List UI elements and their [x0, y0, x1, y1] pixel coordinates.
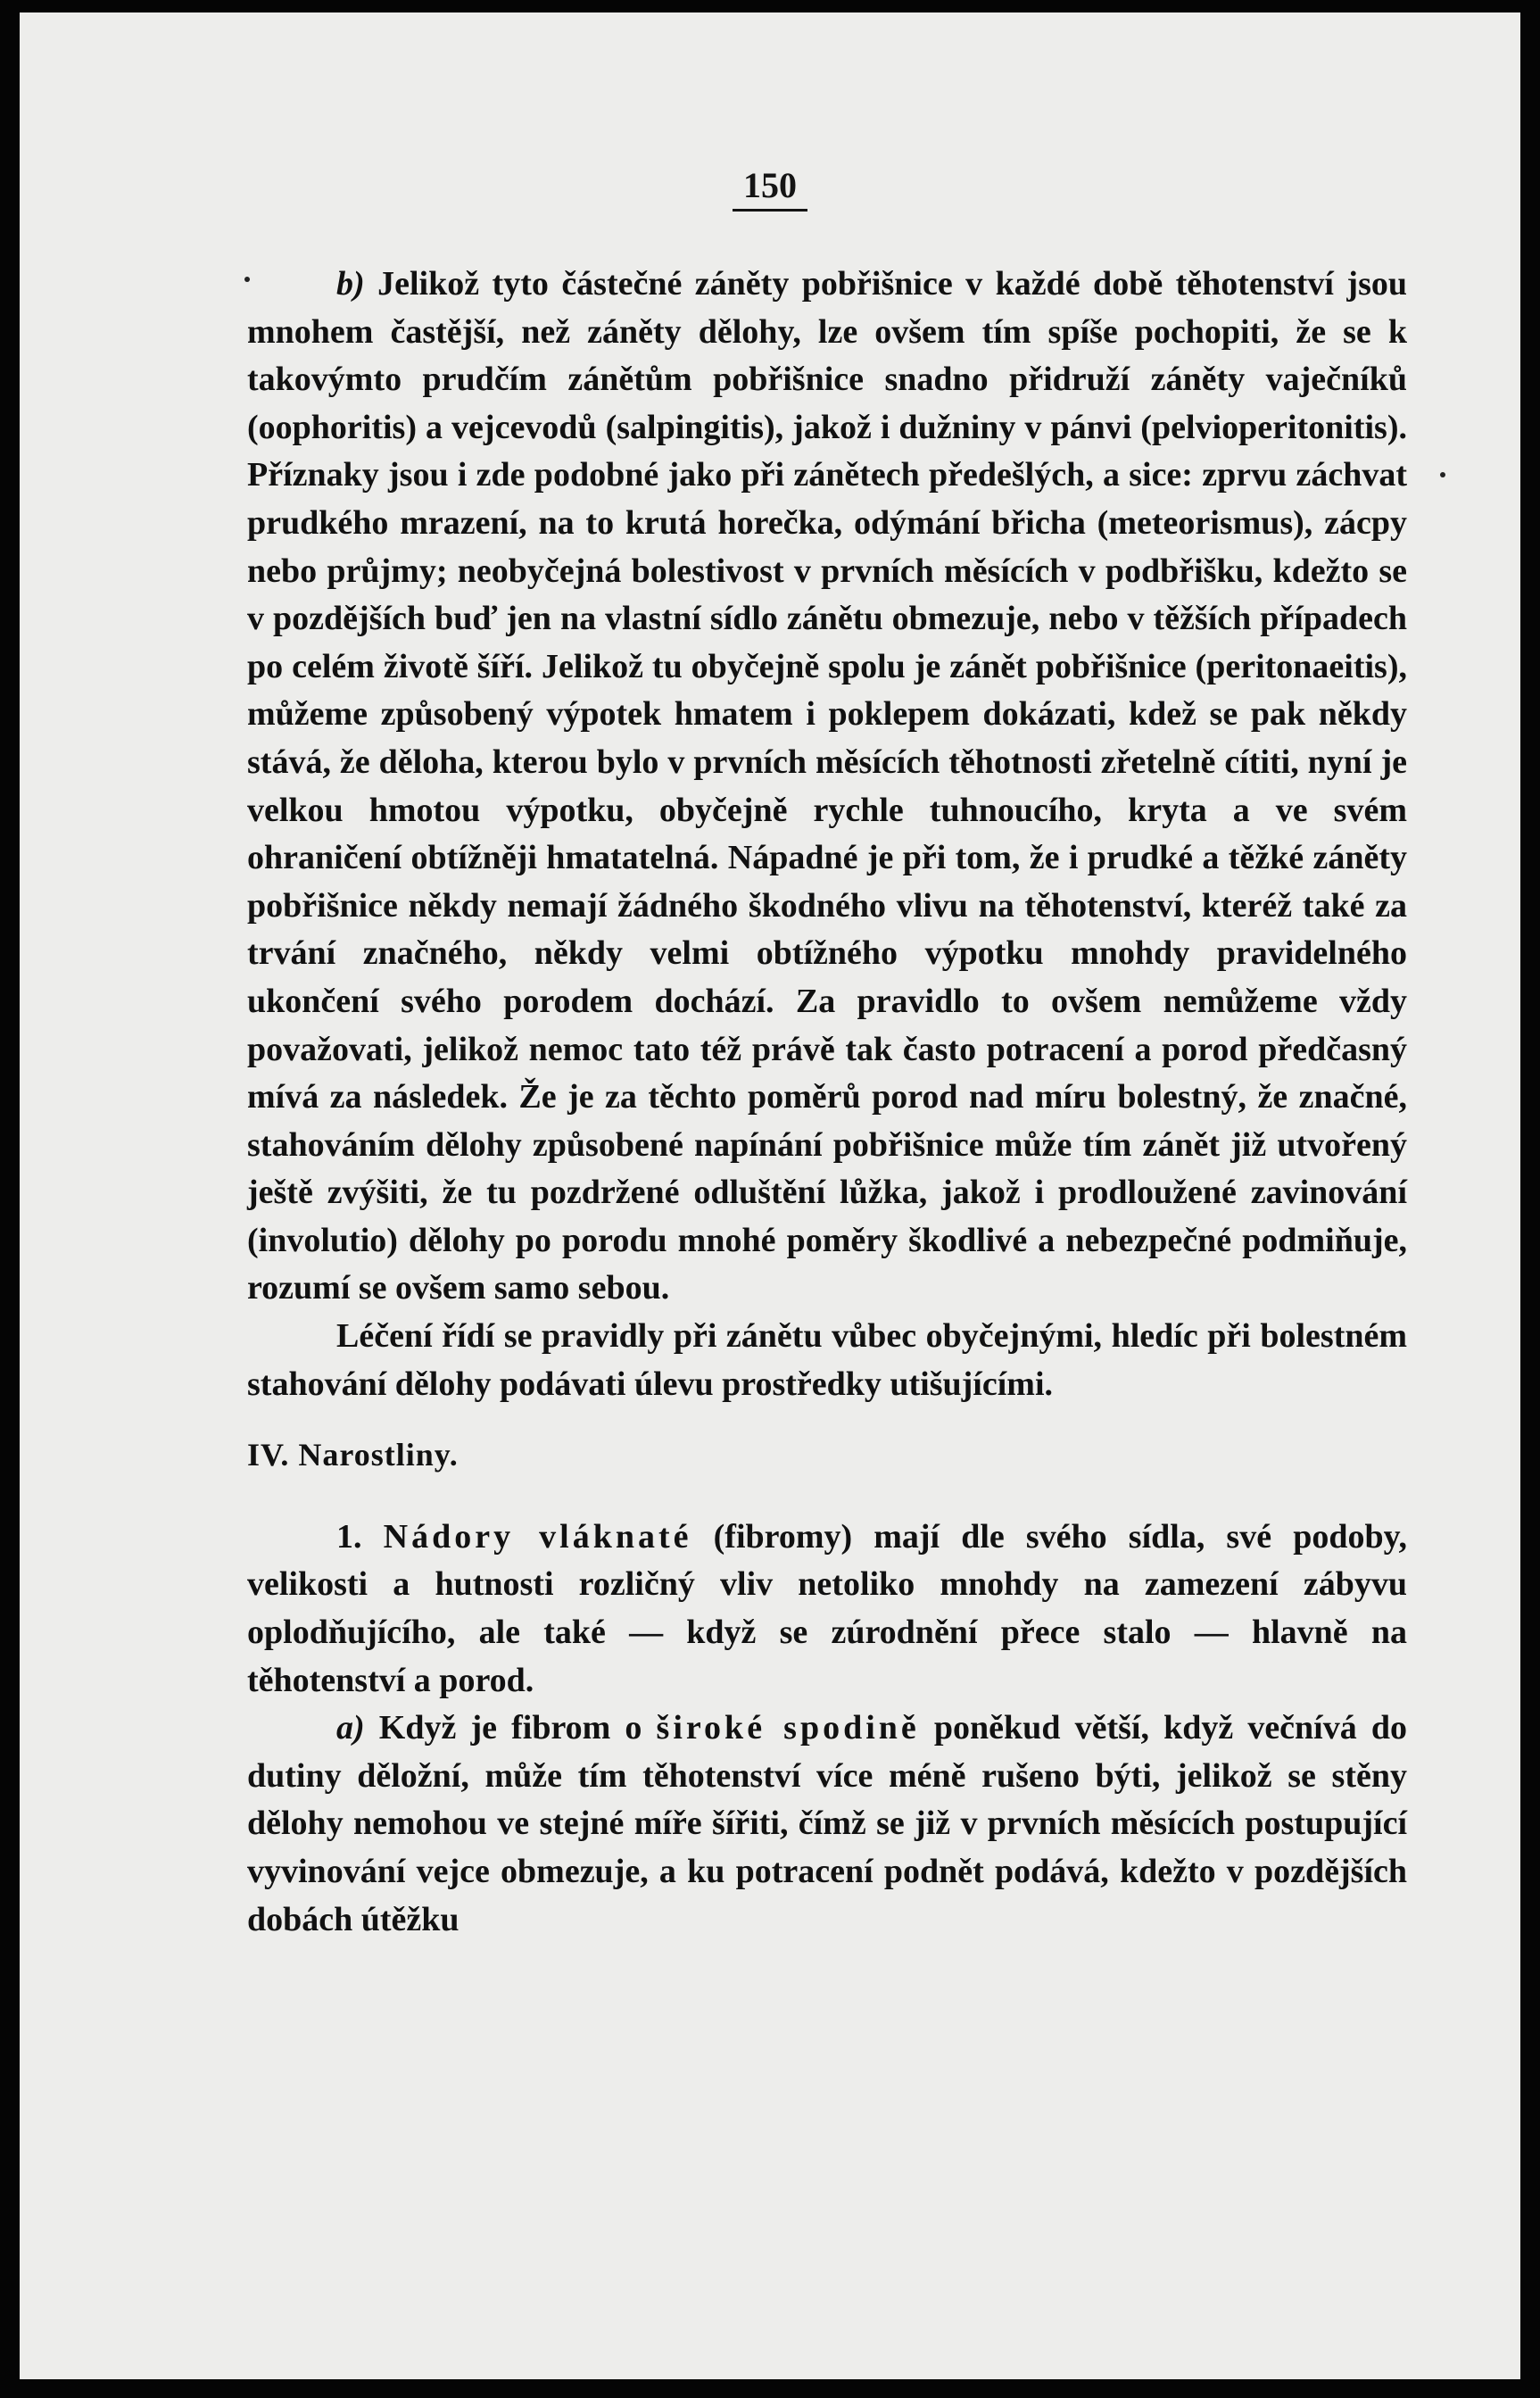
paragraph-b — [247, 261, 1407, 1313]
paragraph-a-text-1: Když je fibrom o — [364, 1709, 657, 1747]
paragraph-b-label: b) — [336, 265, 365, 303]
paragraph-1-number: 1. — [336, 1517, 384, 1556]
page-number — [20, 164, 1520, 206]
paragraph-1-term: Nádory vláknaté — [383, 1517, 692, 1556]
paragraph-1-text: (fibromy) mají dle svého sídla, své podoby, velikosti a hutnosti rozličný vliv netoliko mnohdy na zamezení zábyvu oplodňujícího, ale také — když se zúrodnění přece stalo — hlavně na těhotenství a porod. — [247, 1517, 1408, 1699]
margin-dot-right — [1440, 472, 1445, 477]
paragraph-a — [247, 1705, 1407, 1944]
paragraph-a-label: a) — [336, 1709, 365, 1747]
paragraph-treatment: Léčení řídí se pravidly při zánětu vůbec obyčejnými, hledíc při bolestném stahování dělohy podávati úlevu prostředky utišujícími. — [247, 1317, 1407, 1403]
paragraph-a-term: široké spodině — [656, 1709, 920, 1747]
paragraph-a-text-2: poněkud větší, když večnívá do dutiny děložní, může tím těhotenství více méně rušeno býti, jelikož se stěny dělohy nemohou ve stejné míře šířiti, čímž se již v prvních měsících postupující vyvinování vejce obmezuje, a ku potracení podnět podává, kdežto v pozdějších dobách útěžku — [247, 1709, 1408, 1938]
page-number-text: 150 — [733, 165, 807, 212]
section-heading: IV. Narostliny. — [247, 1437, 459, 1473]
paragraph-1 — [247, 1514, 1407, 1705]
book-page — [20, 12, 1520, 2379]
paragraph-b-text: Jelikož tyto částečné záněty pobřišnice v každé době těhotenství jsou mnohem častější, než záněty dělohy, lze ovšem tím spíše pochopiti, že se k takovýmto prudčím zánětům pobřišnice snadno přidruží záněty vaječníků (oophoritis) a vejcevodů (salpingitis), jakož i dužniny v pánvi (pelvioperitonitis). Příznaky jsou i zde podobné jako při zánětech předešlých, a sice: zprvu záchvat prudkého mrazení, na to krutá horečka, odýmání břicha (meteorismus), zácpy nebo průjmy; neobyčejná bolestivost v prvních měsících v podbřišku, kdežto se v pozdějších buď jen na vlastní sídlo zánětu obmezuje, nebo v těžších případech po celém životě šíří. Jelikož tu obyčejně spolu je zánět pobřišnice (peritonaeitis), můžeme způsobený výpotek hmatem i poklepem dokázati, kdež se pak někdy stává, že děloha, kterou bylo v prvních měsících těhotnosti zřetelně cítiti, nyní je velkou hmotou výpotku, obyčejně rychle tuhnoucího, kryta a ve svém ohraničení obtížněji hmatatelná. Nápadné je při tom, že i prudké a těžké záněty pobřišnice někdy nemají žádného škodného vlivu na těhotenství, kteréž také za trvání značného, někdy velmi obtížného výpotku mnohdy pravidelného ukončení svého porodem dochází. Za pravidlo to ovšem nemůžeme vždy považovati, jelikož nemoc tato též právě tak často potracení a porod předčasný mívá za následek. Že je za těchto poměrů porod nad míru bolestný, že značné, stahováním dělohy způsobené napínání pobřišnice může tím zánět již utvořený ještě zvýšiti, že tu pozdržené odluštění lůžka, jakož i prodloužené zavinování (involutio) dělohy po porodu mnohé poměry škodlivé a nebezpečné podmiňuje, rozumí se ovšem samo sebou. — [247, 265, 1407, 1307]
body-text — [247, 261, 1407, 1944]
